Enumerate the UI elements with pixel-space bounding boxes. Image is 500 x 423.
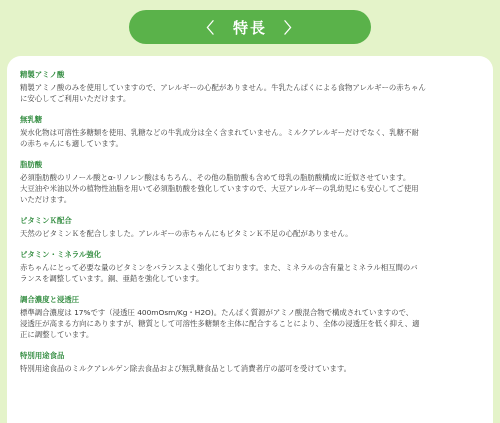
section-title: 特別用途食品 [20, 351, 65, 360]
body-line: ランスを調整しています。銅、亜鉛を強化しています。 [20, 274, 204, 283]
feature-section-fatty-acids [20, 159, 481, 205]
section-body [20, 363, 481, 374]
section-title: 無乳糖 [20, 115, 43, 124]
feature-section-amino-acids [20, 69, 481, 104]
section-body [20, 172, 481, 205]
body-line: 天然のビタミンＫを配合しました。アレルギーの赤ちゃんにもビタミンＫ不足の心配がありません。 [20, 229, 353, 238]
body-line: 炭水化物は可溶性多糖類を使用、乳糖などの牛乳成分は全く含まれていません。ミルクアレルギーだけでなく、乳糖不耐 [20, 128, 419, 137]
body-line: 浸透圧が高まる方向にありますが、糖質として可溶性多糖類を主体に配合することにより、全体の浸透圧を低く抑え、適 [20, 319, 420, 328]
body-line: 特別用途食品のミルクアレルゲン除去食品および無乳糖食品として消費者庁の認可を受けています。 [20, 364, 352, 373]
section-body [20, 228, 481, 239]
body-line: いただけます。 [20, 195, 72, 204]
feature-section-special-use-food [20, 350, 481, 374]
section-title: ビタミン・ミネラル強化 [20, 250, 102, 259]
body-line: に安心してご利用いただけます。 [20, 94, 131, 103]
body-line: 必須脂肪酸のリノール酸とα-リノレン酸はもちろん、その他の脂肪酸も含めて母乳の脂肪酸構成に近似させています。 [20, 173, 411, 182]
section-title: 脂肪酸 [20, 160, 43, 169]
feature-section-osmolality [20, 294, 481, 340]
body-line: 赤ちゃんにとって必要な量のビタミンをバランスよく強化しております。また、ミネラルの含有量とミネラル相互間のバ [20, 263, 418, 272]
section-title: 調合濃度と浸透圧 [20, 295, 80, 304]
body-line: 大豆油や米油以外の植物性油脂を用いて必須脂肪酸を強化していますので、大豆アレルギーの乳幼児にも安心してご使用 [20, 184, 419, 193]
body-line: 精製アミノ酸のみを使用していますので、アレルギーの心配がありません。牛乳たんぱくによる食物アレルギーの赤ちゃん [20, 83, 426, 92]
body-line: 正に調整しています。 [20, 330, 94, 339]
feature-section-lactose-free [20, 114, 481, 149]
section-title: 精製アミノ酸 [20, 70, 65, 79]
page-title: 〈 特長 〉 [129, 10, 371, 44]
feature-section-vitamin-k [20, 215, 481, 239]
section-title: ビタミンＫ配合 [20, 216, 72, 225]
feature-section-vitamins-minerals [20, 249, 481, 284]
section-body [20, 262, 481, 284]
section-body [20, 82, 481, 104]
section-body [20, 127, 481, 149]
section-body [20, 307, 481, 340]
features-card [7, 56, 493, 423]
body-line: 標準調合濃度は 17%です（浸透圧 400mOsm/Kg・H2O)。たんぱく質源がアミノ酸混合物で構成されていますので、 [20, 308, 414, 317]
body-line: の赤ちゃんにも適しています。 [20, 139, 123, 148]
